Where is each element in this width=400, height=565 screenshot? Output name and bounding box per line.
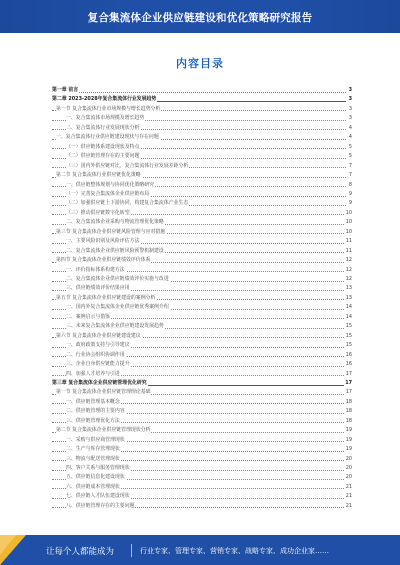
footer-slogan-right: 行业专家、管理专家、营销专家、战略专家、成功企业家…… <box>140 547 329 555</box>
footer-slogan-left: 让每个人都能成为 <box>46 547 115 557</box>
toc-entry-title: 二、行业协会组织协调作用 <box>66 351 125 358</box>
toc-entry-page: 4 <box>348 124 352 131</box>
toc-entry-title: 一、供应链整体规划与协同优化策略研究 <box>66 181 155 188</box>
toc-entry[interactable] <box>52 133 352 142</box>
toc-entry-page: 9 <box>348 200 352 207</box>
toc-entry[interactable] <box>52 445 352 454</box>
toc-entry-page: 17 <box>345 379 352 386</box>
toc-entry-page: 19 <box>345 427 352 434</box>
footer-corner-highlight <box>0 535 16 555</box>
toc-entry-title: 六、供应链成本管理现状 <box>66 483 120 490</box>
toc-entry[interactable] <box>52 332 352 341</box>
toc-entry-title: 一、供应链管理基本概念 <box>66 398 120 405</box>
toc-entry[interactable] <box>52 143 352 152</box>
toc-entry-page: 12 <box>345 276 352 282</box>
toc-entry-title: 一、复合集流体行业供应链建设现状与存在问题 <box>56 134 159 141</box>
toc-entry-title: 第二节 复合集流体企业供应链管理现状分析 <box>56 427 151 434</box>
toc-entry-page: 10 <box>345 219 352 226</box>
toc-entry-page: 7 <box>348 172 352 179</box>
toc-entry-page: 16 <box>345 361 352 368</box>
toc-entry-title: （二）加强供应链上下游协同，构建复合集流体产业生态 <box>66 200 189 207</box>
toc-entry-page: 5 <box>348 143 352 150</box>
toc-entry-title: 八、供应链管理存在的主要问题 <box>66 502 135 509</box>
toc-entry-title: 第六节 复合集流体企业供应链建设建议 <box>56 332 141 339</box>
toc-entry[interactable] <box>52 417 352 426</box>
toc-entry[interactable] <box>52 379 352 388</box>
toc-entry-page: 3 <box>348 105 352 112</box>
toc-entry-page: 21 <box>345 483 352 490</box>
toc-entry[interactable] <box>52 199 352 208</box>
toc-entry[interactable] <box>52 483 352 492</box>
toc-entry[interactable] <box>52 303 352 312</box>
toc-entry[interactable] <box>52 218 352 227</box>
toc-entry[interactable] <box>52 95 352 104</box>
toc-entry-title: 二、案例启示与借鉴 <box>66 313 111 320</box>
toc-entry-title: 四、客户关系与服务管理现状 <box>66 465 130 471</box>
toc-entry-page: 18 <box>345 417 352 424</box>
toc-entry-page: 15 <box>345 323 352 330</box>
toc-entry-page: 5 <box>348 153 352 160</box>
toc-entry-page: 11 <box>345 238 352 245</box>
toc-entry-page: 20 <box>345 474 352 481</box>
report-title: 复合集流体企业供应链建设和优化策略研究报告 <box>87 12 313 24</box>
toc-entry[interactable] <box>52 124 352 133</box>
toc-entry[interactable] <box>52 247 352 256</box>
toc-entry[interactable] <box>52 436 352 445</box>
toc-entry-page: 3 <box>348 96 352 103</box>
toc-entry[interactable] <box>52 152 352 161</box>
toc-entry-page: 21 <box>345 502 352 509</box>
toc-entry-page: 10 <box>345 209 352 216</box>
toc-entry[interactable] <box>52 256 352 265</box>
toc-entry-page: 21 <box>345 493 352 500</box>
toc-entry-page: 17 <box>345 389 352 396</box>
toc-entry-page: 20 <box>345 465 352 471</box>
toc-entry-title: 三、供应链管理优化方法 <box>66 417 120 424</box>
toc-entry-title: 二、复合集流体企业供应链绩效评价实施与改进 <box>66 276 169 282</box>
toc-entry-title: 一、评价指标体系构建方法 <box>66 266 125 273</box>
toc-entry[interactable] <box>52 407 352 416</box>
toc-entry[interactable] <box>52 181 352 190</box>
toc-entry-title: （二）供应链管理存在的主要问题 <box>66 153 140 160</box>
toc-entry[interactable] <box>52 398 352 407</box>
toc-entry-title: 三、供应链绩效评价结果应用 <box>66 285 130 292</box>
toc-entry-page: 7 <box>348 162 352 169</box>
toc-entry[interactable] <box>52 370 352 379</box>
toc-entry-title: 七、供应链人才队伍建设现状 <box>66 493 130 500</box>
toc-entry[interactable] <box>52 360 352 369</box>
toc-entry-title: 二、供应链管理的主要内容 <box>66 408 125 415</box>
toc-entry-page: 4 <box>348 134 352 141</box>
toc-entry-page: 12 <box>345 266 352 273</box>
footer-divider <box>131 544 132 557</box>
report-header-band <box>0 0 400 33</box>
toc-entry[interactable] <box>52 209 352 218</box>
toc-entry-title: 第二章 2023-2028年复合集流体行业发展趋势 <box>52 96 157 103</box>
toc-entry[interactable] <box>52 114 352 123</box>
toc-entry-title: 四、加强人才培养与引进 <box>66 370 120 377</box>
toc-entry-title: 三、未来复合集流体企业供应链建设发展趋势 <box>66 323 164 330</box>
toc-entry[interactable] <box>52 105 352 114</box>
toc-entry-title: 第三章 复合集流体企业供应链管理优化研究 <box>52 379 147 386</box>
toc-entry[interactable] <box>52 237 352 246</box>
toc-entry-title: 五、供应链信息化建设现状 <box>66 474 125 481</box>
toc-entry[interactable] <box>52 162 352 171</box>
toc-entry[interactable] <box>52 228 352 237</box>
toc-leader-dots <box>52 92 346 93</box>
toc-entry-title: 第一节 复合集流体行业市场规模与增长趋势分析 <box>56 105 161 112</box>
toc-entry[interactable] <box>52 266 352 275</box>
toc-entry-page: 19 <box>345 436 352 443</box>
toc-entry-page: 19 <box>345 446 352 453</box>
toc-entry-page: 12 <box>345 257 352 264</box>
toc-entry-title: 二、复合集流体行业发展现状分析 <box>66 124 140 131</box>
toc-entry[interactable] <box>52 86 352 95</box>
toc-entry-title: 一、国内外复合集流体企业供应链优秀案例介绍 <box>66 304 169 311</box>
toc-entry[interactable] <box>52 294 352 303</box>
toc-entry-page: 14 <box>345 304 352 311</box>
toc-entry-title: 一、复合集流体市场规模及增长趋势 <box>66 115 145 122</box>
toc-entry-page: 18 <box>345 408 352 415</box>
toc-entry[interactable] <box>52 492 352 501</box>
toc-entry[interactable] <box>52 464 352 473</box>
footer-band <box>0 535 400 565</box>
toc-entry-title: 二、复合集流体企业供应链风险预警机制建设 <box>66 247 164 254</box>
toc-entry-title: （一）完善复合集流体企业供应链布局 <box>66 190 150 197</box>
toc-entry[interactable] <box>52 473 352 482</box>
toc-entry-page: 18 <box>345 398 352 405</box>
toc-entry[interactable] <box>52 455 352 464</box>
toc-entry-title: 三、物流与配送管理现状 <box>66 455 120 462</box>
toc-entry-page: 20 <box>345 455 352 462</box>
toc-entry-title: 第一章 前言 <box>52 87 79 93</box>
toc-entry-title: 二、复合集流体企业采购与物流管理优化策略 <box>66 219 164 226</box>
table-of-contents <box>52 86 352 521</box>
toc-entry[interactable] <box>52 502 352 511</box>
toc-entry-title: 第三节 复合集流体企业供应链风险管理与应对措施 <box>56 228 166 235</box>
toc-entry-page: 10 <box>345 228 352 235</box>
toc-entry-title: （一）供应链体系建设现状及特点 <box>66 143 140 150</box>
toc-entry-page: 15 <box>345 342 352 349</box>
toc-entry-page: 13 <box>345 285 352 292</box>
toc-entry[interactable] <box>52 341 352 350</box>
toc-entry-page: 17 <box>345 370 352 377</box>
toc-entry-title: 一、政府政策支持与引导建议 <box>66 342 130 349</box>
toc-entry-page: 14 <box>345 313 352 320</box>
toc-entry-title: 二、生产与库存管理现状 <box>66 446 120 453</box>
toc-entry-title: 一、主要风险识别及风险评估方法 <box>66 238 140 245</box>
toc-entry-title: （三）推动供应链数字化转型 <box>66 209 130 216</box>
toc-entry-page: 8 <box>348 181 352 188</box>
toc-entry-title: 三、企业自身供应链能力提升 <box>66 361 130 368</box>
toc-entry-page: 9 <box>348 190 352 197</box>
toc-entry-page: 16 <box>345 351 352 358</box>
toc-entry-title: 第二节 复合集流体行业供应链优化策略 <box>56 172 141 179</box>
toc-entry[interactable] <box>52 426 352 435</box>
toc-entry-page: 3 <box>348 115 352 122</box>
toc-entry[interactable] <box>52 388 352 397</box>
toc-entry-page: 13 <box>345 294 352 301</box>
toc-entry-title: 第四节 复合集流体企业供应链绩效评价体系 <box>56 257 151 264</box>
toc-entry[interactable] <box>52 275 352 284</box>
toc-entry-title: 第一节 复合集流体企业供应链管理理论基础 <box>56 389 151 396</box>
toc-entry[interactable] <box>52 190 352 199</box>
toc-entry[interactable] <box>52 171 352 180</box>
toc-entry-title: 一、采购与供应商管理现状 <box>66 436 125 443</box>
toc-entry[interactable] <box>52 284 352 293</box>
toc-entry-page: 3 <box>348 87 352 93</box>
toc-heading: 内容目录 <box>176 57 224 70</box>
toc-entry-page: 15 <box>345 332 352 339</box>
toc-entry-page: 11 <box>345 247 352 254</box>
toc-entry[interactable] <box>52 313 352 322</box>
toc-entry[interactable] <box>52 351 352 360</box>
toc-entry-title: （三）国内外供应链对比，复合集流体行业发展差距分析 <box>66 162 189 169</box>
toc-entry-title: 第五节 复合集流体企业供应链建设的案例分析 <box>56 294 156 301</box>
toc-entry[interactable] <box>52 322 352 331</box>
